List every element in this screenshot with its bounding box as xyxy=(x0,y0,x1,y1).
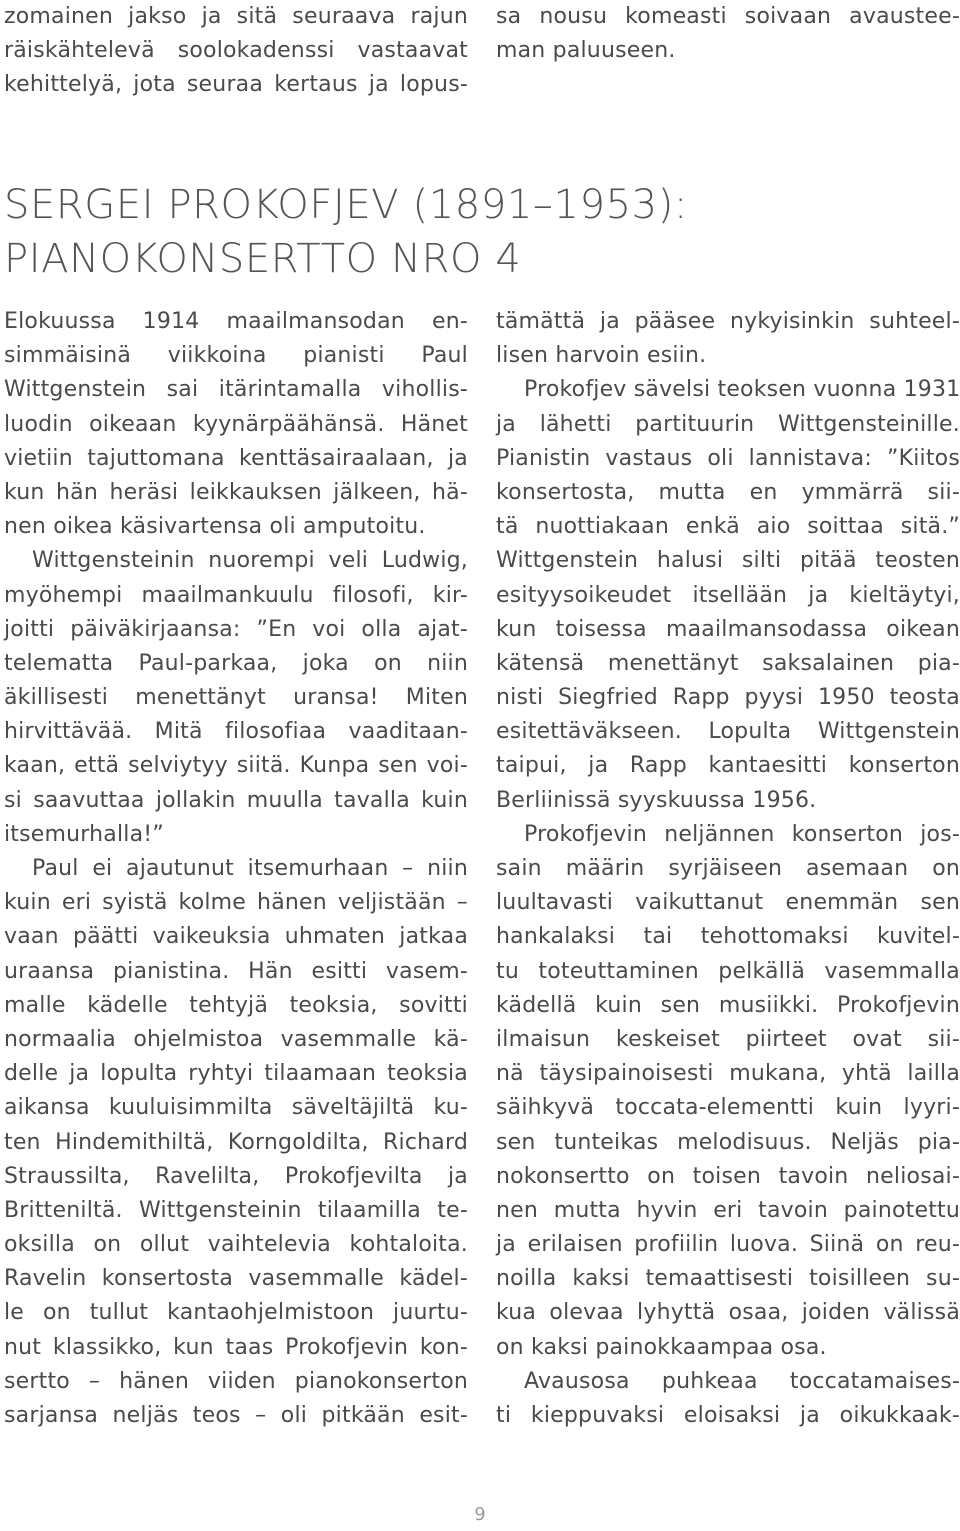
text-line: aikansa kuuluisimmilta säveltäjiltä ku- xyxy=(4,1095,468,1121)
text-line: Wittgenstein halusi silti pitää teosten xyxy=(496,548,960,574)
text-line: kua olevaa lyhyttä osaa, joiden välissä xyxy=(496,1300,960,1326)
text-line: luultavasti vaikuttanut enemmän sen xyxy=(496,890,960,916)
page-number: 9 xyxy=(474,1504,486,1525)
text-line: oksilla on ollut vaihtelevia kohtaloita. xyxy=(4,1232,468,1258)
text-line: kuin eri syistä kolme hänen veljistään – xyxy=(4,890,468,916)
text-line: räiskähtelevä soolokadenssi vastaavat xyxy=(4,38,468,64)
text-line: vaan päätti vaikeuksia uhmaten jatkaa xyxy=(4,924,468,950)
text-line: simmäisinä viikkoina pianisti Paul xyxy=(4,343,468,369)
text-line: Straussilta, Ravelilta, Prokofjevilta ja xyxy=(4,1163,468,1189)
text-line: nen oikea käsivartensa oli amputoitu. xyxy=(4,514,426,540)
right-column xyxy=(496,305,960,1433)
text-line: sa nousu komeasti soivaan avausteе- xyxy=(496,4,960,29)
text-line: Avausosa puhkeaa toccatamaises- xyxy=(524,1368,960,1394)
text-line: Wittgensteinin nuorempi veli Ludwig, xyxy=(32,548,468,574)
text-line: Britteniltä. Wittgensteinin tilaamilla te- xyxy=(4,1197,468,1223)
text-line: hankalaksi tai tehottomaksi kuvitel- xyxy=(496,924,960,950)
text-line: kun hän heräsi leikkauksen jälkeen, hä- xyxy=(4,479,468,505)
text-line: Paul ei ajautunut itsemurhaan – niin xyxy=(32,856,468,881)
text-line: sen tunteikas melodisuus. Neljäs pia- xyxy=(496,1129,960,1155)
text-line: ja erilaisen profiilin luova. Siinä on reu- xyxy=(496,1232,960,1258)
text-line: kun toisessa maailmansodassa oikean xyxy=(496,616,960,642)
section-heading xyxy=(4,178,944,286)
text-line: kädellä kuin sen musiikki. Prokofjevin xyxy=(496,992,960,1018)
text-line: nä täysipainoisesti mukana, yhtä lailla xyxy=(496,1061,960,1087)
text-line: Prokofjev sävelsi teoksen vuonna 1931 xyxy=(524,377,960,403)
text-line: Elokuussa 1914 maailmansodan en- xyxy=(4,309,468,334)
text-line: kehittelyä, jota seuraa kertaus ja lopus- xyxy=(4,72,468,98)
text-line: normaalia ohjelmistoa vasemmalle kä- xyxy=(4,1026,468,1052)
text-line: ten Hindemithiltä, Korngoldilta, Richard xyxy=(4,1129,468,1155)
heading-line-2: PIANOKONSERTTO NRO 4 xyxy=(4,236,522,282)
text-line: delle ja lopulta ryhtyi tilaamaan teoksia xyxy=(4,1061,468,1087)
text-line: Berliinissä syyskuussa 1956. xyxy=(496,787,817,813)
text-line: vietiin tajuttomana kenttäsairaalaan, ja xyxy=(4,445,468,471)
text-line: uraansa pianistina. Hän esitti vasem- xyxy=(4,958,468,984)
text-line: nut klassikko, kun taas Prokofjevin kon- xyxy=(4,1334,468,1360)
text-line: Ravelin konsertosta vasemmalle kädel- xyxy=(4,1266,468,1292)
text-line: ja lähetti partituurin Wittgensteinille. xyxy=(496,411,960,437)
text-line: si saavuttaa jollakin muulla tavalla kuin xyxy=(4,787,468,813)
text-line: esityysoikeudet itsellään ja kieltäytyi, xyxy=(496,582,960,608)
text-line: sarjansa neljäs teos – oli pitkään esit- xyxy=(4,1403,468,1428)
text-line: malle kädelle tehtyjä teoksia, sovitti xyxy=(4,992,468,1018)
text-line: sain määrin syrjäiseen asemaan on xyxy=(496,856,960,881)
text-line: kaan, että selviytyy siitä. Kunpa sen voi- xyxy=(4,753,468,779)
text-line: le on tullut kantaohjelmistoon juurtu- xyxy=(4,1300,468,1326)
text-line: Wittgenstein sai itärintamalla vihollis- xyxy=(4,377,468,403)
text-line: ilmaisun keskeiset piirteet ovat sii- xyxy=(496,1026,960,1052)
text-line: esitettäväkseen. Lopulta Wittgenstein xyxy=(496,719,960,745)
text-line: luodin oikeaan kyynärpäähänsä. Hänet xyxy=(4,411,468,437)
text-line: nisti Siegfried Rapp pyysi 1950 teosta xyxy=(496,685,960,711)
text-line: Pianistin vastaus oli lannistava: ”Kiitos xyxy=(496,445,960,471)
text-line: Prokofjevin neljännen konserton jos- xyxy=(524,821,960,847)
text-line: säihkyvä toccata-elementti kuin lyyri- xyxy=(496,1095,960,1121)
text-line: man paluuseen. xyxy=(496,38,676,64)
left-column xyxy=(4,305,468,1433)
text-line: noilla kaksi temaattisesti toisilleen su- xyxy=(496,1266,960,1292)
text-line: taipui, ja Rapp kantaesitti konserton xyxy=(496,753,960,779)
heading-line-1: SERGEI PROKOFJEV (1891–1953): xyxy=(4,182,689,228)
text-line: on kaksi painokkaampaa osa. xyxy=(496,1334,827,1360)
text-line: itsemurhalla!” xyxy=(4,821,164,847)
text-line: tämättä ja pääsee nykyisinkin suhteel- xyxy=(496,309,960,334)
text-line: tu toteuttaminen pelkällä vasemmalla xyxy=(496,958,960,984)
top-left-column xyxy=(4,0,468,103)
text-line: sertto – hänen viiden pianokonserton xyxy=(4,1368,468,1394)
top-right-column xyxy=(496,0,960,68)
text-line: myöhempi maailmankuulu filosofi, kir- xyxy=(4,582,468,608)
text-line: zomainen jakso ja sitä seuraava rajun xyxy=(4,4,468,29)
text-line: nen mutta hyvin eri tavoin painotettu xyxy=(496,1197,960,1223)
text-line: äkillisesti menettänyt uransa! Miten xyxy=(4,685,468,711)
text-line: telematta Paul-parkaa, joka on niin xyxy=(4,650,468,676)
text-line: ti kieppuvaksi eloisaksi ja oikukkaak- xyxy=(496,1403,960,1428)
text-line: tä nuottiakaan enkä aio soittaa sitä.” xyxy=(496,514,960,540)
text-line: lisen harvoin esiin. xyxy=(496,343,707,369)
text-line: kätensä menettänyt saksalainen pia- xyxy=(496,650,960,676)
text-line: hirvittävää. Mitä filosofiaa vaaditaan- xyxy=(4,719,468,745)
text-line: joitti päiväkirjaansa: ”En voi olla ajat- xyxy=(4,616,468,642)
text-line: konsertosta, mutta en ymmärrä sii- xyxy=(496,479,960,505)
text-line: nokonsertto on toisen tavoin neliosai- xyxy=(496,1163,960,1189)
